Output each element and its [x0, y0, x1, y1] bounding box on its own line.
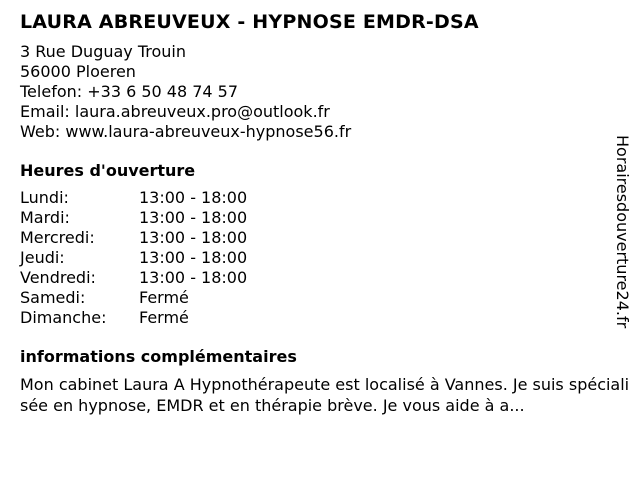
day-hours: Fermé: [139, 308, 189, 327]
day-label: Vendredi:: [20, 268, 96, 287]
hours-row-wednesday: [20, 228, 630, 248]
info-heading: informations complémentaires: [20, 347, 297, 366]
day-label: Mardi:: [20, 208, 70, 227]
hours-row-thursday: [20, 248, 630, 268]
street-address: 3 Rue Duguay Trouin: [20, 42, 187, 61]
day-label: Lundi:: [20, 188, 69, 207]
contact-block: [20, 42, 630, 142]
day-hours: 13:00 - 18:00: [139, 188, 248, 207]
info-description: Mon cabinet Laura A Hypnothérapeute est localisé à Vannes. Je suis spécialisée en hypnose, EMDR et en thérapie brève. Je vous aide à a...: [20, 375, 630, 415]
business-card: [20, 10, 630, 416]
day-label: Jeudi:: [20, 248, 65, 267]
hours-row-friday: [20, 268, 630, 288]
email-address: Email: laura.abreuveux.pro@outlook.fr: [20, 102, 330, 121]
site-watermark: Horairesdouverture24.fr: [613, 135, 632, 329]
business-title: LAURA ABREUVEUX - HYPNOSE EMDR-DSA: [20, 11, 479, 33]
hours-row-monday: [20, 188, 630, 208]
hours-row-saturday: [20, 288, 630, 308]
hours-table: [20, 188, 630, 328]
day-hours: 13:00 - 18:00: [139, 268, 248, 287]
day-hours: 13:00 - 18:00: [139, 248, 248, 267]
day-hours: Fermé: [139, 288, 189, 307]
city-postal: 56000 Ploeren: [20, 62, 136, 81]
hours-heading: Heures d'ouverture: [20, 161, 196, 180]
website: Web: www.laura-abreuveux-hypnose56.fr: [20, 122, 352, 141]
day-label: Dimanche:: [20, 308, 107, 327]
day-hours: 13:00 - 18:00: [139, 228, 248, 247]
phone-number: Telefon: +33 6 50 48 74 57: [20, 82, 239, 101]
hours-row-tuesday: [20, 208, 630, 228]
hours-row-sunday: [20, 308, 630, 328]
day-label: Samedi:: [20, 288, 86, 307]
day-label: Mercredi:: [20, 228, 95, 247]
day-hours: 13:00 - 18:00: [139, 208, 248, 227]
